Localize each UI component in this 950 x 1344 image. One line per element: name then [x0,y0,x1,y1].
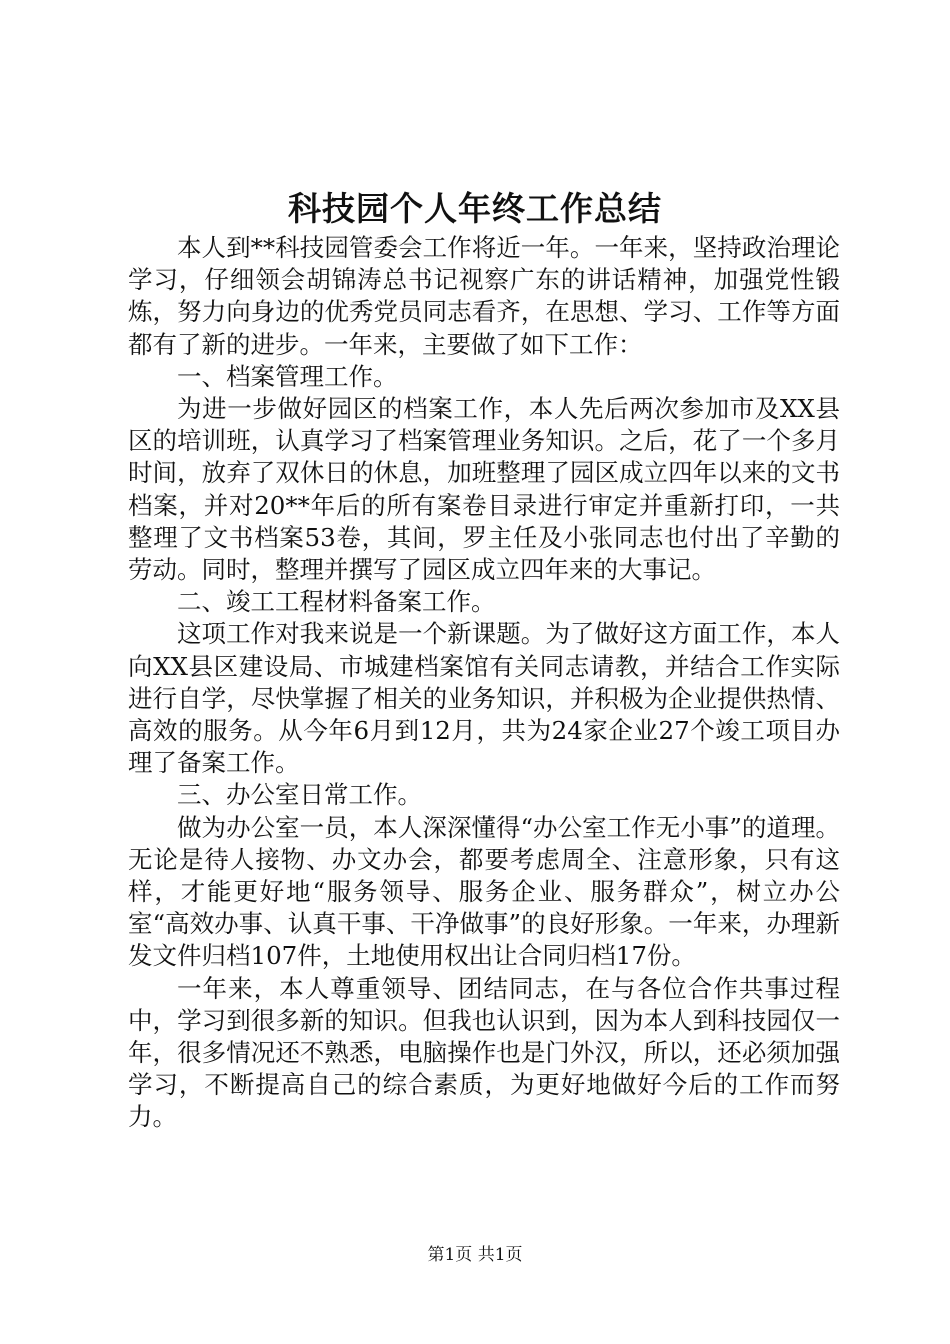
document-title: 科技园个人年终工作总结 [288,189,662,228]
page-footer: 第1页 共1页 [427,1245,523,1265]
office-paragraph: 做为办公室一员，本人深深懂得“办公室工作无小事”的道理。无论是待人接物、办文办会，都要考虑周全、注意形象，只有这样，才能更好地“服务领导、服务企业、服务群众”，树立办公室“高效办事、认真干事、干净做事”的良好形象。一年来，办理新发文件归档107件，土地使用权出让合同归档17份。 [128,812,840,971]
intro-paragraph: 本人到**科技园管委会工作将近一年。一年来，坚持政治理论学习，仔细领会胡锦涛总书记视察广东的讲话精神，加强党性锻炼，努力向身边的优秀党员同志看齐，在思想、学习、工作等方面都有了新的进步。一年来，主要做了如下工作： [128,233,840,359]
section-heading-office: 三、办公室日常工作。 [177,780,422,810]
filing-paragraph: 这项工作对我来说是一个新课题。为了做好这方面工作，本人向XX县区建设局、市城建档案馆有关同志请教，并结合工作实际进行自学，尽快掌握了相关的业务知识，并积极为企业提供热情、高效的服务。从今年6月到12月，共为24家企业27个竣工项目办理了备案工作。 [128,619,840,778]
section-heading-filing: 二、竣工工程材料备案工作。 [177,587,496,617]
archives-paragraph: 为进一步做好园区的档案工作，本人先后两次参加市及XX县区的培训班，认真学习了档案管理业务知识。之后，花了一个多月时间，放弃了双休日的休息，加班整理了园区成立四年以来的文书档案，并对20**年后的所有案卷目录进行审定并重新打印，一共整理了文书档案53卷，其间，罗主任及小张同志也付出了辛勤的劳动。同时，整理并撰写了园区成立四年来的大事记。 [128,394,840,585]
conclusion-paragraph: 一年来，本人尊重领导、团结同志，在与各位合作共事过程中，学习到很多新的知识。但我也认识到，因为本人到科技园仅一年，很多情况还不熟悉，电脑操作也是门外汉，所以，还必须加强学习，不断提高自己的综合素质，为更好地做好今后的工作而努力。 [128,973,840,1132]
document-body [128,232,840,1134]
section-heading-archives: 一、档案管理工作。 [177,361,398,391]
